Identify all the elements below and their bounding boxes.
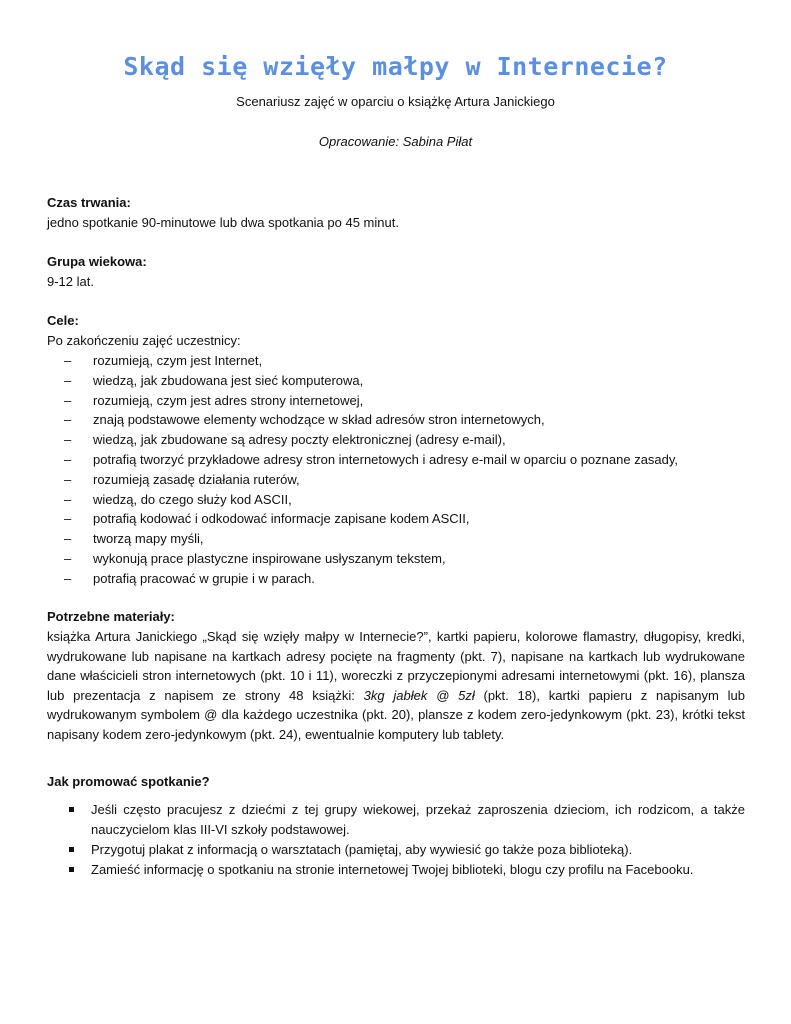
goal-item: – tworzą mapy myśli, xyxy=(47,529,745,549)
dash-marker: – xyxy=(64,511,72,527)
document-author: Opracowanie: Sabina Piłat xyxy=(318,134,473,149)
goals-heading: Cele: xyxy=(47,313,79,328)
promotion-item: Zamieść informację o spotkaniu na stronie internetowej Twojej biblioteki, blogu czy profilu na Facebooku. xyxy=(47,860,745,880)
duration-heading: Czas trwania: xyxy=(47,195,131,210)
goal-item: – rozumieją, czym jest Internet, xyxy=(47,351,745,371)
dash-marker: – xyxy=(64,471,72,487)
materials-italic-example: 3kg jabłek @ 5zł xyxy=(363,687,475,703)
dash-marker: – xyxy=(64,392,72,408)
square-bullet-icon xyxy=(69,867,74,872)
dash-marker: – xyxy=(64,372,72,388)
goal-item: – rozumieją, czym jest adres strony internetowej, xyxy=(47,391,745,411)
document-title: Skąd się wzięły małpy w Internecie? xyxy=(123,52,668,81)
dash-marker: – xyxy=(64,432,72,448)
duration-section xyxy=(47,193,745,233)
dash-marker: – xyxy=(64,550,72,566)
goal-item: – rozumieją zasadę działania ruterów, xyxy=(47,470,745,490)
dash-marker: – xyxy=(64,412,72,428)
goal-item: – potrafią tworzyć przykładowe adresy stron internetowych i adresy e-mail w oparciu o poznane zasady, xyxy=(47,450,745,470)
dash-marker: – xyxy=(64,570,72,586)
promotion-list xyxy=(47,800,745,880)
square-bullet-icon xyxy=(69,847,74,852)
goal-item: – wiedzą, jak zbudowana jest sieć komputerowa, xyxy=(47,371,745,391)
goal-item: – wiedzą, jak zbudowane są adresy poczty elektronicznej (adresy e-mail), xyxy=(47,430,745,450)
goals-section xyxy=(47,311,745,589)
duration-text: jedno spotkanie 90-minutowe lub dwa spotkania po 45 minut. xyxy=(47,215,399,230)
goal-item: – znają podstawowe elementy wchodzące w skład adresów stron internetowych, xyxy=(47,410,745,430)
promotion-item: Jeśli często pracujesz z dziećmi z tej grupy wiekowej, przekaż zaproszenia dzieciom, ich rodzicom, a także nauczycielom klas III-VI szkoły podstawowej. xyxy=(47,800,745,840)
dash-marker: – xyxy=(64,531,72,547)
goals-intro: Po zakończeniu zajęć uczestnicy: xyxy=(47,333,241,348)
materials-text: książka Artura Janickiego „Skąd się wzięły małpy w Internecie?”, kartki papieru, kolorowe flamastry, długopisy, kredki, wydrukowane lub napisane na kartkach adresy pocięte na fragmenty (pkt. 7), napisane na kartkach lub wydrukowane dane właścicieli stron internetowych (pkt. 10 i 11), woreczki z przyczepionymi adresami internetowymi (pkt. 16), plansza lub prezentacja z napisem ze strony 48 książki: 3kg jabłek @ 5zł (pkt. 18), kartki papieru z napisanym lub wydrukowanym symbolem @ dla każdego uczestnika (pkt. 20), plansze z kodem zero-jedynkowym (pkt. 23), krótki tekst napisany kodem zero-jedynkowym (pkt. 24), ewentualnie komputery lub tablety. xyxy=(47,629,745,742)
dash-marker: – xyxy=(64,451,72,467)
age-group-heading: Grupa wiekowa: xyxy=(47,254,147,269)
materials-heading: Potrzebne materiały: xyxy=(47,609,175,624)
dash-marker: – xyxy=(64,353,72,368)
promotion-heading: Jak promować spotkanie? xyxy=(47,774,210,789)
goals-list xyxy=(47,351,745,589)
goal-item: – potrafią pracować w grupie i w parach. xyxy=(47,569,745,589)
promotion-section xyxy=(47,772,745,880)
goal-item: – wykonują prace plastyczne inspirowane usłyszanym tekstem, xyxy=(47,549,745,569)
goal-item: – potrafią kodować i odkodować informacje zapisane kodem ASCII, xyxy=(47,509,745,529)
materials-section xyxy=(47,607,745,745)
age-group-section xyxy=(47,252,745,292)
age-group-text: 9-12 lat. xyxy=(47,274,94,289)
dash-marker: – xyxy=(64,491,72,507)
promotion-item: Przygotuj plakat z informacją o warsztatach (pamiętaj, aby wywiesić go także poza biblioteką). xyxy=(47,840,745,860)
document-subtitle: Scenariusz zajęć w oparciu o książkę Artura Janickiego xyxy=(236,94,555,109)
square-bullet-icon xyxy=(69,807,74,812)
goal-item: – wiedzą, do czego służy kod ASCII, xyxy=(47,490,745,510)
